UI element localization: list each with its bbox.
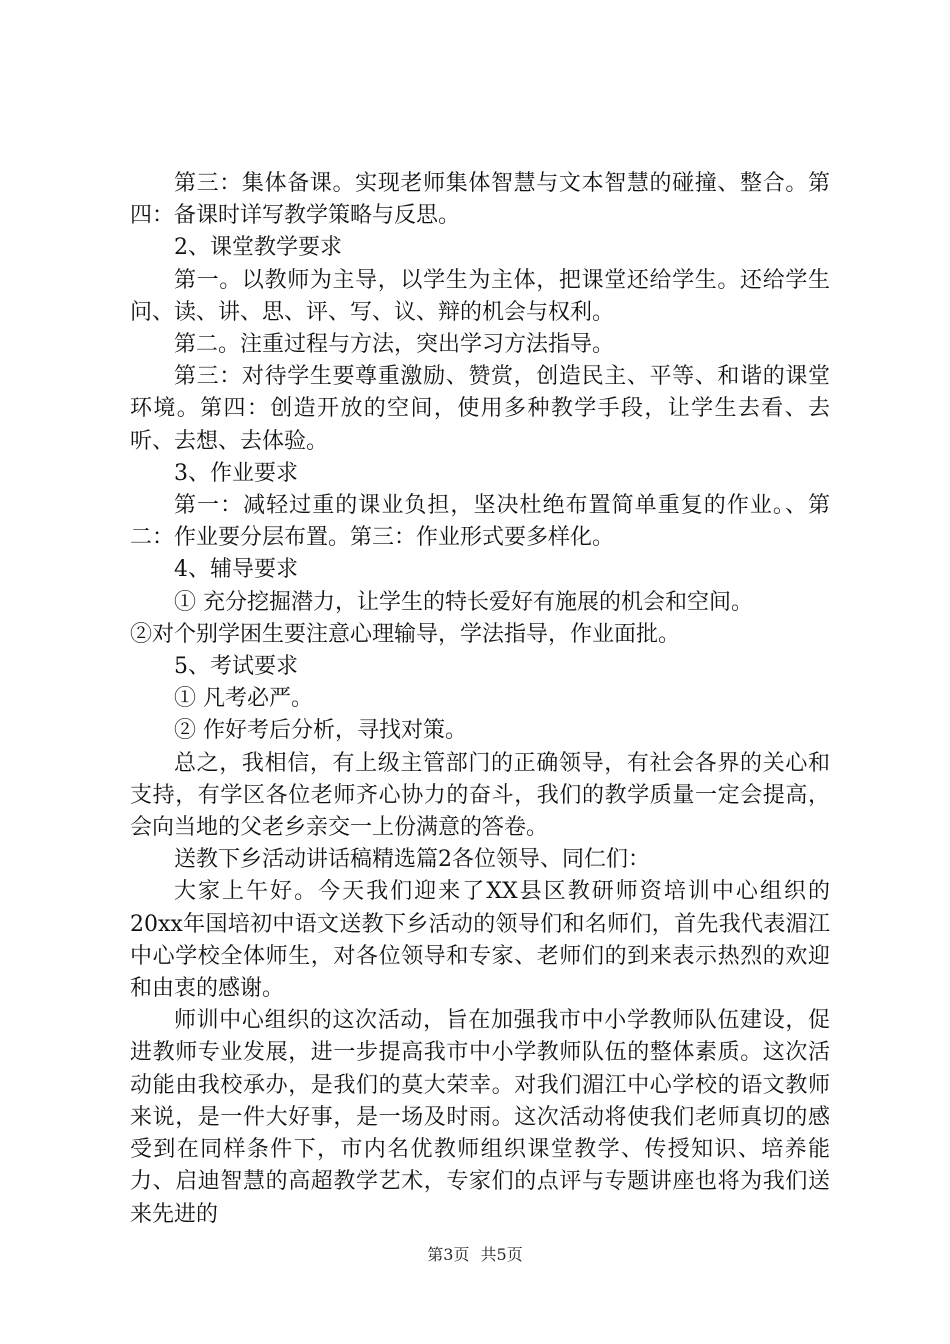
- document-body: [130, 168, 830, 1231]
- paragraph: 第三：对待学生要尊重激励、赞赏，创造民主、平等、和谐的课堂环境。第四：创造开放的空间，使用多种教学手段，让学生去看、去听、去想、去体验。: [130, 364, 830, 454]
- section-heading: 4、辅导要求: [174, 557, 298, 583]
- paragraph: 第二。注重过程与方法，突出学习方法指导。: [174, 332, 615, 358]
- page-number: 第3页: [427, 1245, 470, 1264]
- paragraph: 第一。以教师为主导，以学生为主体，把课堂还给学生。还给学生问、读、讲、思、评、写、议、辩的机会与权利。: [130, 267, 830, 325]
- section-heading: 5、考试要求: [174, 654, 298, 680]
- paragraph: 师训中心组织的这次活动，旨在加强我市中小学教师队伍建设，促进教师专业发展，进一步提高我市中小学教师队伍的整体素质。这次活动能由我校承办，是我们的莫大荣幸。对我们湄江中心学校的语文教师来说，是一件大好事，是一场及时雨。这次活动将使我们老师真切的感受到在同样条件下，市内名优教师组织课堂教学、传授知识、培养能力、启迪智慧的高超教学艺术，专家们的点评与专题讲座也将为我们送来先进的: [130, 1008, 830, 1227]
- speech-title: 送教下乡活动讲话稿精选篇2各位领导、同仁们：: [174, 847, 650, 873]
- page-footer: [0, 1242, 950, 1265]
- list-item: ②对个别学困生要注意心理输导，学法指导，作业面批。: [130, 621, 681, 647]
- section-heading: 2、课堂教学要求: [174, 235, 342, 261]
- list-item: ② 作好考后分析，寻找对策。: [174, 718, 467, 744]
- list-item: ① 充分挖掘潜力，让学生的特长爱好有施展的机会和空间。: [174, 589, 753, 615]
- section-heading: 3、作业要求: [174, 460, 298, 486]
- list-item: ① 凡考必严。: [174, 686, 313, 712]
- paragraph: 第一：减轻过重的课业负担，坚决杜绝布置简单重复的作业。、第二：作业要分层布置。第三：作业形式要多样化。: [130, 493, 830, 551]
- paragraph: 大家上午好。今天我们迎来了XX县区教研师资培训中心组织的20xx年国培初中语文送教下乡活动的领导们和名师们，首先我代表湄江中心学校全体师生，对各位领导和专家、老师们的到来表示热烈的欢迎和由衷的感谢。: [130, 879, 830, 1002]
- paragraph: 第三：集体备课。实现老师集体智慧与文本智慧的碰撞、整合。第四：备课时详写教学策略与反思。: [130, 171, 830, 229]
- paragraph: 总之，我相信，有上级主管部门的正确领导，有社会各界的关心和支持，有学区各位老师齐心协力的奋斗，我们的教学质量一定会提高，会向当地的父老乡亲交一上份满意的答卷。: [130, 750, 830, 841]
- page-total: 共5页: [480, 1245, 523, 1264]
